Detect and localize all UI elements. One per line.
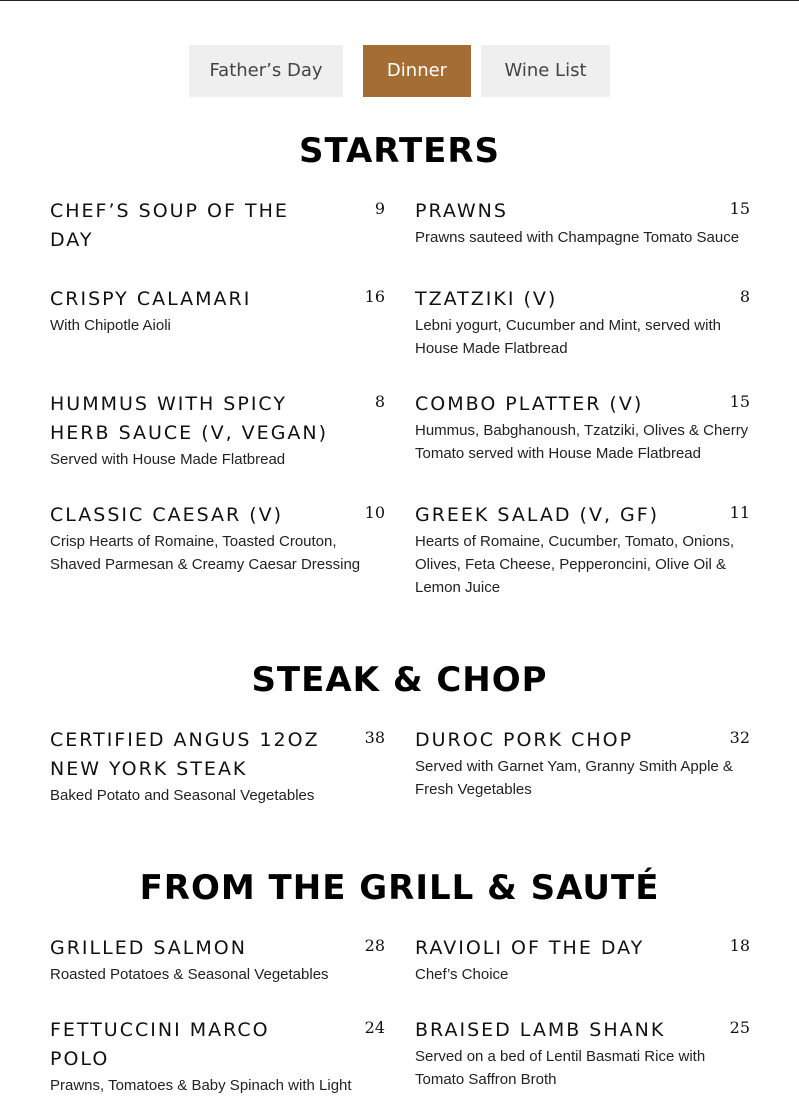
- menu-item-description: Baked Potato and Seasonal Vegetables: [50, 787, 315, 804]
- menu-item-description: Prawns, Tomatoes & Baby Spinach with Light: [50, 1077, 352, 1094]
- menu-item-price: 11: [729, 503, 750, 522]
- menu-item-price: 32: [729, 728, 750, 747]
- section-title-grill-saute: FROM THE GRILL & SAUTÉ: [139, 868, 660, 908]
- menu-item-price: 8: [374, 392, 385, 411]
- menu-item-description: Hummus, Babghanoush, Tzatziki, Olives & Cherry Tomato served with House Made Flatbread: [415, 422, 749, 462]
- menu-item-name: CLASSIC CAESAR (V): [50, 504, 284, 526]
- tab-dinner[interactable]: Dinner: [363, 45, 471, 97]
- menu-item-description: With Chipotle Aioli: [50, 317, 171, 334]
- menu-item-description: Hearts of Romaine, Cucumber, Tomato, Onions, Olives, Feta Cheese, Pepperoncini, Olive Oil & Lemon Juice: [415, 533, 735, 596]
- menu-item-name: HUMMUS WITH SPICY HERB SAUCE (V, VEGAN): [50, 393, 329, 444]
- menu-item-description: Crisp Hearts of Romaine, Toasted Crouton, Shaved Parmesan & Creamy Caesar Dressing: [50, 533, 361, 573]
- menu-item: [50, 285, 385, 337]
- menu-item-price: 10: [364, 503, 385, 522]
- menu-item: [415, 501, 750, 599]
- menu-item: [415, 726, 750, 801]
- section-title-steak-chop: STEAK & CHOP: [251, 660, 548, 700]
- menu-item-name: COMBO PLATTER (V): [415, 393, 644, 415]
- menu-item-price: 28: [364, 936, 385, 955]
- menu-item-name: GRILLED SALMON: [50, 937, 247, 959]
- menu-item-name: DUROC PORK CHOP: [415, 729, 634, 751]
- menu-item-price: 16: [364, 287, 385, 306]
- menu-item-description: Prawns sauteed with Champagne Tomato Sauce: [415, 229, 740, 246]
- menu-item-description: Served with House Made Flatbread: [50, 451, 286, 468]
- menu-item-price: 15: [729, 392, 750, 411]
- menu-item-price: 9: [374, 199, 385, 218]
- menu-item: [50, 390, 385, 471]
- menu-item-description: Served with Garnet Yam, Granny Smith Apple & Fresh Vegetables: [415, 758, 733, 798]
- menu-item: [50, 726, 385, 807]
- section-title-starters: STARTERS: [298, 131, 501, 171]
- menu-item-price: 25: [729, 1018, 750, 1037]
- menu-item-price: 15: [729, 199, 750, 218]
- menu-item: [415, 934, 750, 986]
- menu-item-description: Chef’s Choice: [415, 966, 509, 983]
- menu-item: [50, 197, 385, 255]
- menu-item-price: 18: [729, 936, 750, 955]
- menu-item-description: Served on a bed of Lentil Basmati Rice with Tomato Saffron Broth: [415, 1048, 706, 1088]
- menu-item-price: 8: [739, 287, 750, 306]
- menu-item: [415, 197, 750, 249]
- menu-item-name: CRISPY CALAMARI: [50, 288, 252, 310]
- menu-item-description: Roasted Potatoes & Seasonal Vegetables: [50, 966, 329, 983]
- menu-item-name: GREEK SALAD (V, GF): [415, 504, 660, 526]
- menu-tabs: [0, 45, 799, 97]
- menu-item: [415, 390, 750, 465]
- tab-fathers-day[interactable]: Father’s Day: [189, 45, 343, 97]
- menu-item-name: BRAISED LAMB SHANK: [415, 1019, 666, 1041]
- menu-item-description: Lebni yogurt, Cucumber and Mint, served with House Made Flatbread: [415, 317, 721, 357]
- menu-item-name: CERTIFIED ANGUS 12OZ NEW YORK STEAK: [50, 729, 320, 780]
- menu-item: [415, 1016, 750, 1091]
- menu-item-name: CHEF’S SOUP OF THE DAY: [50, 200, 289, 251]
- menu-item: [50, 501, 385, 576]
- menu-item-name: PRAWNS: [415, 200, 508, 222]
- menu-item: [50, 934, 385, 986]
- menu-item: [415, 285, 750, 360]
- menu-item-name: RAVIOLI OF THE DAY: [415, 937, 645, 959]
- menu-item-name: FETTUCCINI MARCO POLO: [50, 1019, 270, 1070]
- tab-wine-list[interactable]: Wine List: [481, 45, 610, 97]
- menu-item-price: 24: [364, 1018, 385, 1037]
- menu-item-price: 38: [364, 728, 385, 747]
- menu-item-name: TZATZIKI (V): [415, 288, 558, 310]
- menu-item: [50, 1016, 385, 1097]
